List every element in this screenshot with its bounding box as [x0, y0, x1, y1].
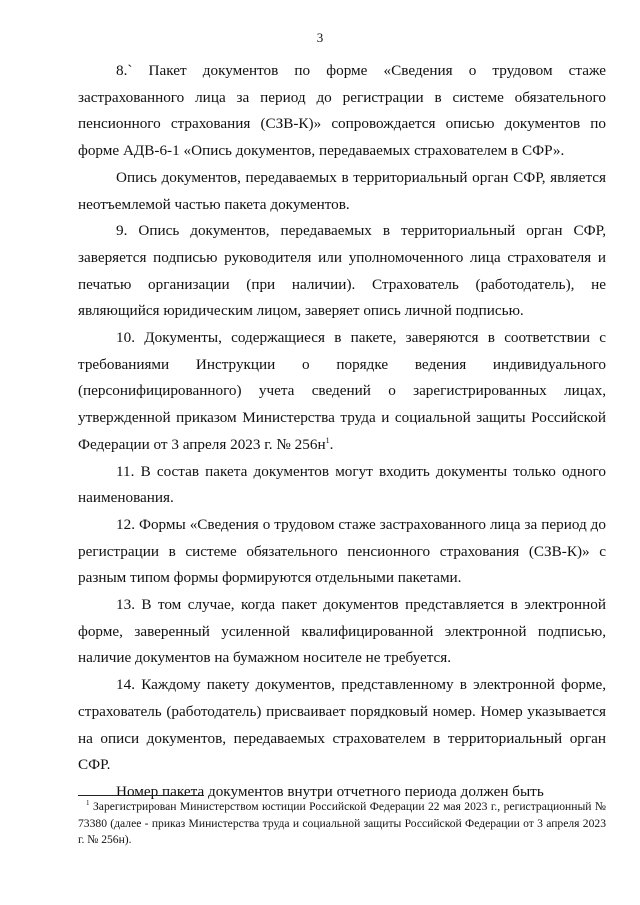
paragraph-item-12: 12. Формы «Сведения о трудовом стаже застрахованного лица за период до регистрации в системе обязательного пенсионного страхования (СЗВ-К)» с разным типом формы формируются отдельными пакетами. — [78, 515, 606, 587]
footnote-marker: 1 — [86, 799, 90, 808]
paragraph-item-14: 14. Каждому пакету документов, представленному в электронной форме, страхователь (работодатель) присваивает порядковый номер. Номер указывается на описи документов, передаваемых страхователем в территориальный орган СФР. — [78, 676, 606, 774]
paragraph-item-8: 8.` Пакет документов по форме «Сведения о трудовом стаже застрахованного лица за период до регистрации в системе обязательного пенсионного страхования (СЗВ-К)» сопровождается описью документов по форме АДВ-6-1 «Опись документов, передаваемых страхователем в СФР». — [78, 62, 606, 160]
paragraph-item-13: 13. В том случае, когда пакет документов представляется в электронной форме, заверенный усиленной квалифицированной электронной подписью, наличие документов на бумажном носителе не требуется. — [78, 596, 606, 667]
document-body — [78, 58, 606, 806]
footnote-text: Зарегистрирован Министерством юстиции Российской Федерации 22 мая 2023 г., регистрационный № 73380 (далее - приказ Министерства труда и социальной защиты Российской Федерации от 3 апреля 2023 г. № 256н). — [78, 800, 606, 847]
footnote — [78, 799, 606, 849]
paragraph-item-10: 10. Документы, содержащиеся в пакете, заверяются в соответствии с требованиями Инструкции о порядке ведения индивидуального (персонифицированного) учета сведений о зарегистрированных лицах, утвержденной приказом Министерства труда и социальной защиты Российской Федерации от 3 апреля 2023 г. № $256н^1$. — [78, 329, 606, 453]
footnote-reference: 1 — [325, 435, 330, 445]
paragraph-inventory-part: Опись документов, передаваемых в территориальный орган СФР, является неотъемлемой частью пакета документов. — [78, 168, 606, 213]
page-number: 3 — [316, 30, 324, 45]
paragraph-item-9: 9. Опись документов, передаваемых в территориальный орган СФР, заверяется подписью руководителя или уполномоченного лица страхователя и печатью организации (при наличии). Страхователь (работодатель), не являющийся юридическим лицом, заверяет опись личной подписью. — [78, 222, 606, 320]
footnote-separator — [78, 795, 204, 796]
paragraph-item-11: 11. В состав пакета документов могут входить документы только одного наименования. — [78, 462, 606, 507]
paragraph-package-number: Номер пакета документов внутри отчетного периода должен быть — [116, 782, 544, 800]
